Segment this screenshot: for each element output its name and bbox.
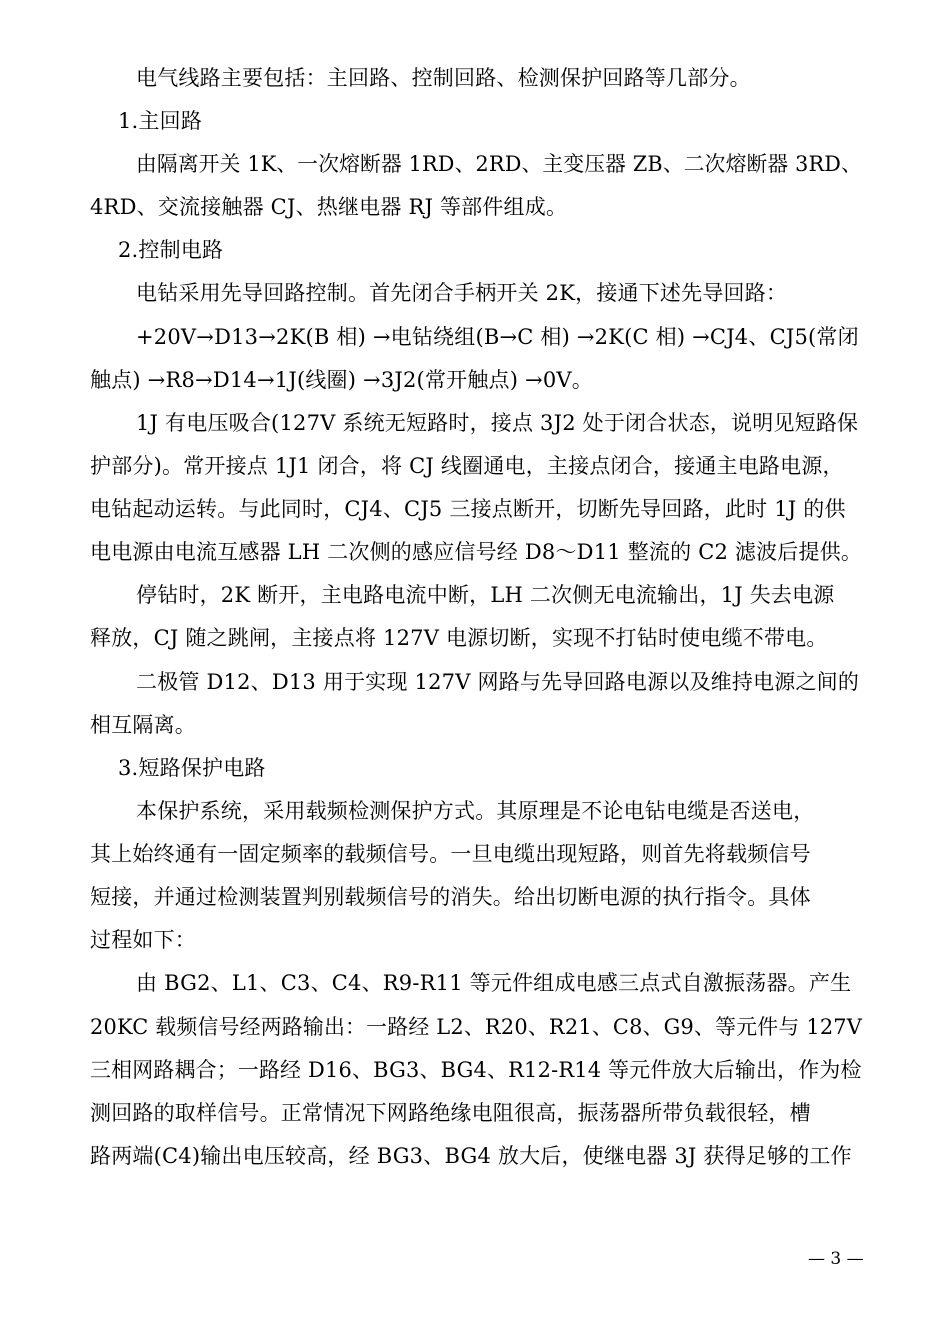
paragraph-line: 护部分)。常开接点 1J1 闭合，将 CJ 线圈通电，主接点闭合，接通主电路电源，	[90, 454, 844, 478]
page-number: — 3 —	[808, 1249, 864, 1269]
paragraph-line: 路两端(C4)输出电压较高，经 BG3、BG4 放大后，使继电器 3J 获得足够的工作	[90, 1144, 852, 1168]
paragraph-line: 相互隔离。	[90, 713, 196, 737]
paragraph-line: 20KC 载频信号经两路输出：一路经 L2、R20、R21、C8、G9、等元件与 127V	[90, 1015, 863, 1039]
paragraph-line: 其上始终通有一固定频率的载频信号。一旦电缆出现短路，则首先将载频信号	[90, 842, 811, 866]
paragraph-line: 电钻起动运转。与此同时，CJ4、CJ5 三接点断开，切断先导回路，此时 1J 的供	[90, 497, 846, 521]
paragraph-line: 停钻时，2K 断开，主电路电流中断，LH 二次侧无电流输出，1J 失去电源	[136, 583, 835, 607]
paragraph-line: 短接，并通过检测装置判别载频信号的消失。给出切断电源的执行指令。具体	[90, 885, 811, 909]
section-heading-short-circuit-protection: 3.短路保护电路	[118, 756, 266, 780]
circuit-path-line: +20V→D13→2K(B 相) →电钻绕组(B→C 相) →2K(C 相) →CJ4、CJ5(常闭	[136, 325, 859, 349]
paragraph-line: 二极管 D12、D13 用于实现 127V 网路与先导回路电源以及维持电源之间的	[136, 670, 860, 694]
paragraph-line: 三相网路耦合；一路经 D16、BG3、BG4、R12-R14 等元件放大后输出，作为检	[90, 1058, 862, 1082]
paragraph-line: 由 BG2、L1、C3、C4、R9-R11 等元件组成电感三点式自激振荡器。产生	[136, 971, 852, 995]
paragraph-line: 电钻采用先导回路控制。首先闭合手柄开关 2K，接通下述先导回路：	[136, 281, 788, 305]
paragraph-line: 电电源由电流互感器 LH 二次侧的感应信号经 D8～D11 整流的 C2 滤波后提供。	[90, 540, 863, 564]
paragraph-line: 测回路的取样信号。正常情况下网路绝缘电阻很高，振荡器所带负载很轻，槽	[90, 1101, 811, 1125]
paragraph-line: 由隔离开关 1K、一次熔断器 1RD、2RD、主变压器 ZB、二次熔断器 3RD、	[136, 152, 862, 176]
paragraph-line: 过程如下：	[90, 928, 196, 952]
paragraph-line: 本保护系统，采用载频检测保护方式。其原理是不论电钻电缆是否送电，	[136, 799, 815, 823]
paragraph-line: 4RD、交流接触器 CJ、热继电器 RJ 等部件组成。	[90, 195, 568, 219]
section-heading-control-circuit: 2.控制电路	[118, 238, 224, 262]
section-heading-main-circuit: 1.主回路	[118, 109, 203, 133]
paragraph-line: 1J 有电压吸合(127V 系统无短路时，接点 3J2 处于闭合状态，说明见短路保	[136, 411, 859, 435]
paragraph-line: 释放，CJ 随之跳闸，主接点将 127V 电源切断，实现不打钻时使电缆不带电。	[90, 626, 828, 650]
intro-line: 电气线路主要包括：主回路、控制回路、检测保护回路等几部分。	[136, 66, 751, 90]
circuit-path-line: 触点) →R8→D14→1J(线圈) →3J2(常开触点) →0V。	[90, 368, 593, 392]
